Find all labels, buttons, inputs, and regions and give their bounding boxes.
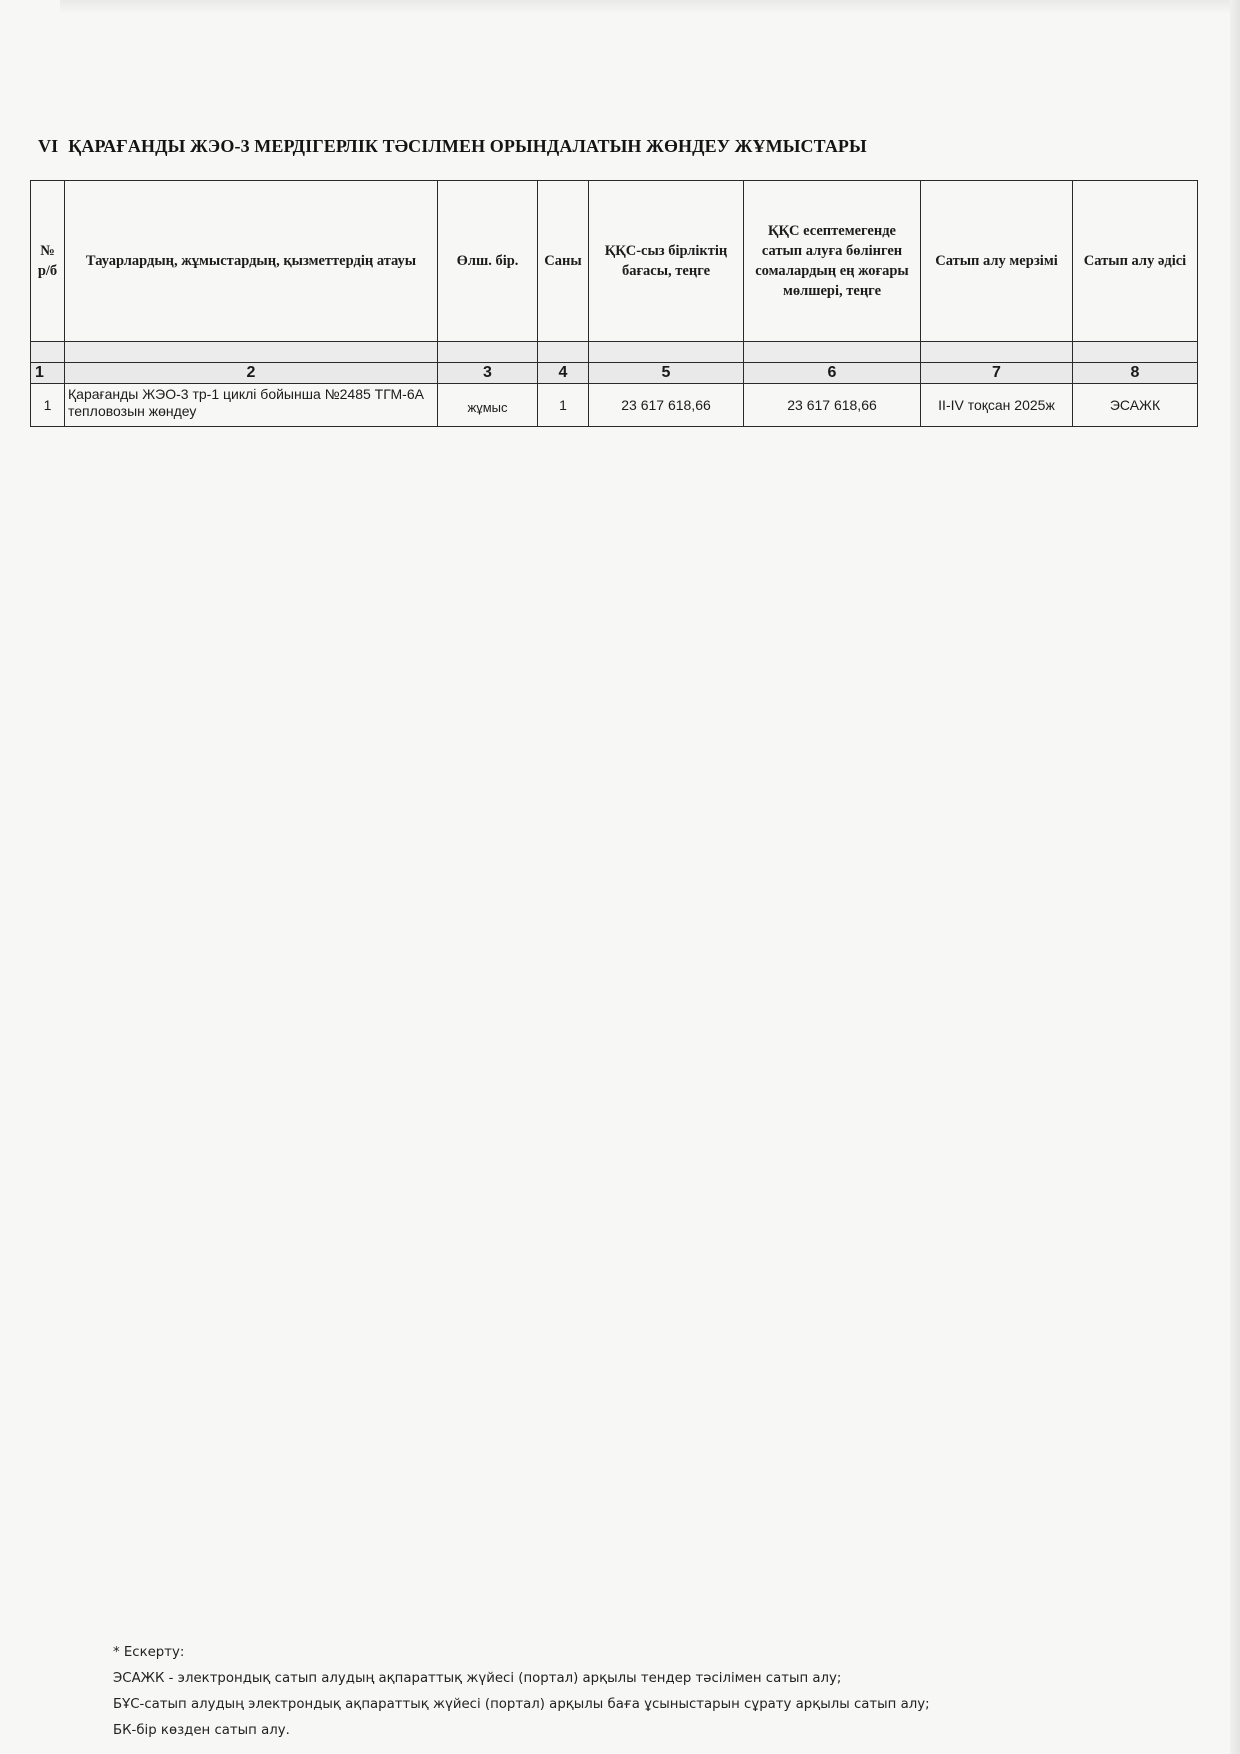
table-row: [31, 384, 1198, 427]
column-number: 8: [1073, 363, 1198, 384]
item-unit: жұмыс: [438, 384, 538, 427]
header-quantity: Саны: [538, 181, 589, 342]
item-period: II-IV тоқсан 2025ж: [921, 384, 1073, 427]
item-method: ЭСАЖК: [1073, 384, 1198, 427]
header-unit-price: ҚҚС-сыз бірліктің бағасы, теңге: [589, 181, 744, 342]
spacer-cell: [589, 342, 744, 363]
scan-right-edge: [1230, 0, 1240, 1754]
item-name: Қарағанды ЖЭО-3 тр-1 циклі бойынша №2485 ТГМ-6А тепловозын жөндеу: [65, 384, 438, 427]
footnote-line: БК-бір көзден сатып алу.: [113, 1723, 290, 1738]
spacer-cell: [921, 342, 1073, 363]
spacer-cell: [65, 342, 438, 363]
header-procurement-period: Сатып алу мерзімі: [921, 181, 1073, 342]
scan-top-shadow: [60, 0, 1230, 14]
procurement-table: [30, 180, 1198, 427]
column-number: 4: [538, 363, 589, 384]
footnote: [113, 1640, 930, 1744]
spacer-cell: [744, 342, 921, 363]
spacer-cell: [1073, 342, 1198, 363]
header-unit: Өлш. бір.: [438, 181, 538, 342]
spacer-cell: [538, 342, 589, 363]
section-title: [38, 136, 867, 157]
footnote-line: ЭСАЖК - электрондық сатып алудың ақпараттық жүйесі (портал) арқылы тендер тәсілімен сатып алу;: [113, 1671, 842, 1686]
column-number: 6: [744, 363, 921, 384]
item-max-amount: 23 617 618,66: [744, 384, 921, 427]
section-number: VI: [38, 136, 59, 156]
column-number: 3: [438, 363, 538, 384]
header-max-amount: ҚҚС есептемегенде сатып алуға бөлінген сомалардың ең жоғары мөлшері, теңге: [744, 181, 921, 342]
column-number-row: [31, 363, 1198, 384]
row-number: 1: [31, 384, 65, 427]
item-unit-price: 23 617 618,66: [589, 384, 744, 427]
column-number: 7: [921, 363, 1073, 384]
header-row-number: № р/б: [31, 181, 65, 342]
section-title-text: ҚАРАҒАНДЫ ЖЭО-3 МЕРДІГЕРЛІК ТӘСІЛМЕН ОРЫНДАЛАТЫН ЖӨНДЕУ ЖҰМЫСТАРЫ: [68, 136, 867, 156]
spacer-cell: [31, 342, 65, 363]
footnote-line: БҰС-сатып алудың электрондық ақпараттық жүйесі (портал) арқылы баға ұсыныстарын сұрату арқылы сатып алу;: [113, 1697, 930, 1712]
column-number: 1: [31, 363, 65, 384]
header-procurement-method: Сатып алу әдісі: [1073, 181, 1198, 342]
header-row: [31, 181, 1198, 342]
item-quantity: 1: [538, 384, 589, 427]
header-item-name: Тауарлардың, жұмыстардың, қызметтердің атауы: [65, 181, 438, 342]
footnote-heading: * Ескерту:: [113, 1645, 185, 1660]
spacer-row: [31, 342, 1198, 363]
column-number: 2: [65, 363, 438, 384]
column-number: 5: [589, 363, 744, 384]
spacer-cell: [438, 342, 538, 363]
